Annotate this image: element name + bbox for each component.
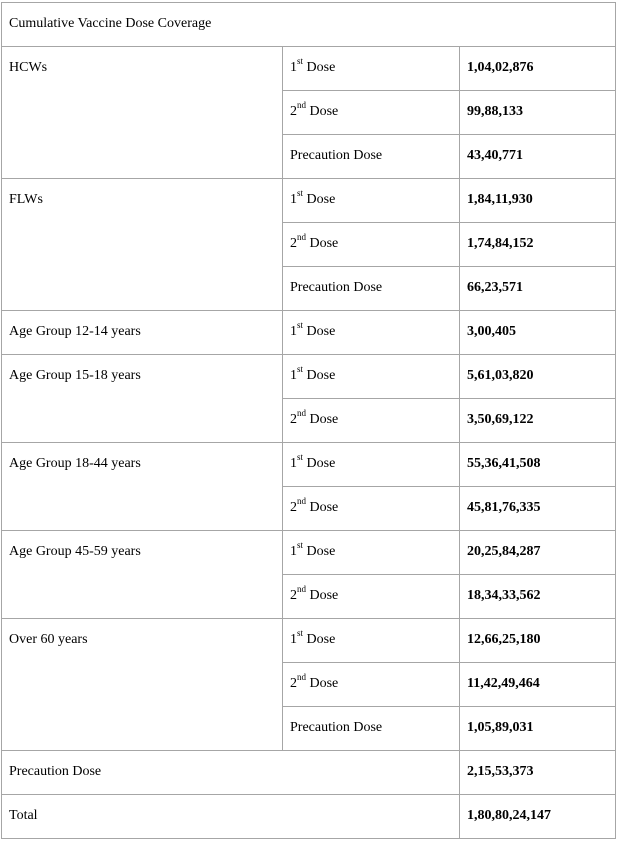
- value-cell: [460, 355, 616, 399]
- dose-label: Precaution Dose: [290, 148, 383, 163]
- dose-ordinal: 1: [290, 456, 297, 471]
- dose-cell: [283, 619, 460, 663]
- dose-label: [290, 575, 452, 604]
- dose-count: 43,40,771: [467, 148, 523, 163]
- dose-word: Dose: [303, 324, 336, 339]
- dose-label: Precaution Dose: [290, 280, 383, 295]
- value-cell: [460, 707, 616, 751]
- dose-ordinal-suffix: st: [297, 320, 304, 331]
- dose-cell: [283, 443, 460, 487]
- summary-value-cell: [460, 751, 616, 795]
- value-cell: [460, 619, 616, 663]
- summary-label-cell: [2, 751, 460, 795]
- dose-count: 55,36,41,508: [467, 456, 541, 471]
- table-title-cell: [2, 3, 616, 47]
- group-cell: [2, 443, 283, 531]
- dose-word: Dose: [303, 456, 336, 471]
- dose-word: Dose: [306, 500, 339, 515]
- dose-label: [290, 355, 452, 384]
- dose-word: Dose: [303, 60, 336, 75]
- dose-ordinal-suffix: nd: [297, 100, 306, 111]
- dose-ordinal: 1: [290, 324, 297, 339]
- group-label: Over 60 years: [9, 632, 88, 647]
- dose-label: [290, 223, 452, 252]
- group-label: Age Group 18-44 years: [9, 456, 141, 471]
- dose-label: [290, 47, 452, 76]
- dose-label: [290, 663, 452, 692]
- dose-count: 18,34,33,562: [467, 588, 541, 603]
- dose-ordinal: 2: [290, 236, 297, 251]
- value-cell: [460, 399, 616, 443]
- table-row: [2, 179, 616, 223]
- dose-count: 5,61,03,820: [467, 368, 534, 383]
- group-cell: [2, 179, 283, 311]
- value-cell: [460, 575, 616, 619]
- value-cell: [460, 487, 616, 531]
- dose-cell: [283, 311, 460, 355]
- dose-ordinal-suffix: st: [297, 364, 304, 375]
- value-cell: [460, 443, 616, 487]
- table-row: [2, 619, 616, 663]
- dose-ordinal-suffix: nd: [297, 672, 306, 683]
- dose-label: [290, 91, 452, 120]
- group-cell: [2, 619, 283, 751]
- dose-ordinal: 1: [290, 60, 297, 75]
- table-row: [2, 531, 616, 575]
- dose-word: Dose: [303, 544, 336, 559]
- dose-cell: [283, 575, 460, 619]
- group-cell: [2, 355, 283, 443]
- dose-ordinal: 1: [290, 192, 297, 207]
- dose-count: 20,25,84,287: [467, 544, 541, 559]
- dose-label: [290, 443, 452, 472]
- group-cell: [2, 311, 283, 355]
- dose-cell: [283, 267, 460, 311]
- dose-cell: [283, 487, 460, 531]
- dose-label: [290, 311, 452, 340]
- dose-label: [290, 179, 452, 208]
- table-row: [2, 47, 616, 91]
- dose-ordinal: 1: [290, 632, 297, 647]
- summary-label-cell: [2, 795, 460, 839]
- value-cell: [460, 223, 616, 267]
- group-label: Age Group 12-14 years: [9, 324, 141, 339]
- summary-row: [2, 795, 616, 839]
- dose-word: Dose: [306, 236, 339, 251]
- dose-count: 3,00,405: [467, 324, 516, 339]
- dose-ordinal: 2: [290, 500, 297, 515]
- dose-cell: [283, 663, 460, 707]
- dose-cell: [283, 47, 460, 91]
- table-body: [2, 3, 616, 839]
- dose-label: Precaution Dose: [290, 720, 383, 735]
- dose-count: 99,88,133: [467, 104, 523, 119]
- dose-ordinal-suffix: st: [297, 56, 304, 67]
- dose-count: 1,84,11,930: [467, 192, 533, 207]
- table-row: [2, 311, 616, 355]
- dose-label: [290, 619, 452, 648]
- vaccine-coverage-table: [1, 2, 616, 839]
- dose-cell: [283, 135, 460, 179]
- summary-label: Precaution Dose: [9, 764, 102, 779]
- table-title-row: [2, 3, 616, 47]
- dose-count: 66,23,571: [467, 280, 523, 295]
- dose-label: [290, 399, 452, 428]
- dose-count: 45,81,76,335: [467, 500, 541, 515]
- dose-ordinal: 1: [290, 368, 297, 383]
- dose-ordinal-suffix: nd: [297, 496, 306, 507]
- dose-ordinal-suffix: st: [297, 188, 304, 199]
- group-label: Age Group 45-59 years: [9, 544, 141, 559]
- summary-label: Total: [9, 808, 38, 823]
- dose-ordinal-suffix: nd: [297, 584, 306, 595]
- dose-count: 12,66,25,180: [467, 632, 541, 647]
- table-row: [2, 443, 616, 487]
- value-cell: [460, 311, 616, 355]
- dose-cell: [283, 179, 460, 223]
- value-cell: [460, 47, 616, 91]
- value-cell: [460, 663, 616, 707]
- dose-cell: [283, 399, 460, 443]
- value-cell: [460, 179, 616, 223]
- dose-count: 11,42,49,464: [467, 676, 540, 691]
- dose-word: Dose: [306, 104, 339, 119]
- value-cell: [460, 135, 616, 179]
- dose-ordinal: 2: [290, 676, 297, 691]
- summary-value-cell: [460, 795, 616, 839]
- table-title: Cumulative Vaccine Dose Coverage: [9, 16, 212, 31]
- value-cell: [460, 531, 616, 575]
- dose-ordinal-suffix: st: [297, 628, 304, 639]
- dose-ordinal: 2: [290, 412, 297, 427]
- dose-word: Dose: [306, 412, 339, 427]
- dose-ordinal-suffix: nd: [297, 408, 306, 419]
- group-label: Age Group 15-18 years: [9, 368, 141, 383]
- dose-cell: [283, 223, 460, 267]
- dose-cell: [283, 355, 460, 399]
- dose-cell: [283, 531, 460, 575]
- dose-ordinal: 2: [290, 104, 297, 119]
- group-cell: [2, 47, 283, 179]
- dose-cell: [283, 707, 460, 751]
- dose-count: 1,04,02,876: [467, 60, 534, 75]
- dose-word: Dose: [303, 192, 336, 207]
- table-row: [2, 355, 616, 399]
- value-cell: [460, 91, 616, 135]
- dose-ordinal-suffix: nd: [297, 232, 306, 243]
- dose-word: Dose: [303, 632, 336, 647]
- dose-label: [290, 531, 452, 560]
- dose-word: Dose: [306, 676, 339, 691]
- dose-ordinal-suffix: st: [297, 540, 304, 551]
- dose-word: Dose: [303, 368, 336, 383]
- summary-count: 2,15,53,373: [467, 764, 534, 779]
- summary-row: [2, 751, 616, 795]
- dose-ordinal: 2: [290, 588, 297, 603]
- dose-count: 1,05,89,031: [467, 720, 534, 735]
- group-label: FLWs: [9, 192, 43, 207]
- summary-count: 1,80,80,24,147: [467, 808, 551, 823]
- group-label: HCWs: [9, 60, 48, 75]
- dose-label: [290, 487, 452, 516]
- dose-ordinal-suffix: st: [297, 452, 304, 463]
- dose-ordinal: 1: [290, 544, 297, 559]
- dose-cell: [283, 91, 460, 135]
- value-cell: [460, 267, 616, 311]
- dose-word: Dose: [306, 588, 339, 603]
- dose-count: 3,50,69,122: [467, 412, 534, 427]
- group-cell: [2, 531, 283, 619]
- dose-count: 1,74,84,152: [467, 236, 534, 251]
